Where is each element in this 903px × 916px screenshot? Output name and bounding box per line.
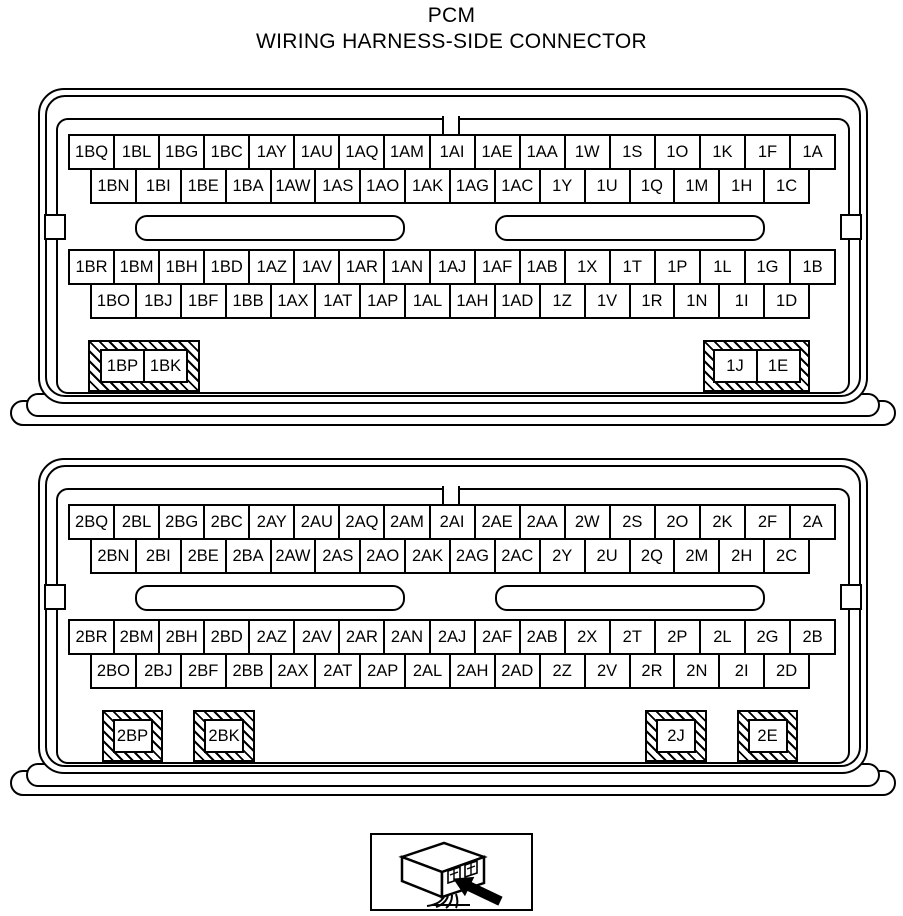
pin-cell-1c: 1C — [763, 168, 810, 204]
pin-cell-1t: 1T — [609, 249, 656, 285]
pin-cell-2aa: 2AA — [519, 504, 566, 540]
pin-cell-2bl: 2BL — [113, 504, 160, 540]
pin-cell-2ab: 2AB — [519, 619, 566, 655]
pin-cell-1aa: 1AA — [519, 134, 566, 170]
pin-cell-2z: 2Z — [539, 653, 586, 689]
pin-cell-1d: 1D — [763, 283, 810, 319]
keyed-pin-group — [102, 710, 163, 762]
pin-cell-2ax: 2AX — [270, 653, 317, 689]
legend-box — [370, 833, 533, 911]
pin-cell-1r: 1R — [629, 283, 676, 319]
connector-2-left-tab — [44, 584, 66, 610]
pin-cell-2ah: 2AH — [449, 653, 496, 689]
connector-1-right-tab — [840, 214, 862, 240]
pin-cell-1ah: 1AH — [449, 283, 496, 319]
pin-row — [68, 619, 836, 655]
pin-cell-2bj: 2BJ — [135, 653, 182, 689]
pin-cell-2at: 2AT — [314, 653, 361, 689]
pin-cell-1af: 1AF — [474, 249, 521, 285]
pin-cell-2j: 2J — [656, 719, 696, 753]
pin-cell-2q: 2Q — [629, 538, 676, 574]
pin-cell-1n: 1N — [673, 283, 720, 319]
pin-cell-2f: 2F — [744, 504, 791, 540]
pin-cell-1ai: 1AI — [429, 134, 476, 170]
pin-cell-2r: 2R — [629, 653, 676, 689]
pin-cell-1bl: 1BL — [113, 134, 160, 170]
pin-cell-2bh: 2BH — [158, 619, 205, 655]
pin-cell-2ap: 2AP — [359, 653, 406, 689]
pin-cell-1y: 1Y — [539, 168, 586, 204]
pin-cell-1h: 1H — [718, 168, 765, 204]
pin-cell-1bo: 1BO — [90, 283, 137, 319]
pin-cell-2aj: 2AJ — [429, 619, 476, 655]
pin-cell-2am: 2AM — [383, 504, 430, 540]
pin-cell-1au: 1AU — [293, 134, 340, 170]
pin-cell-2ai: 2AI — [429, 504, 476, 540]
pin-cell-1aw: 1AW — [270, 168, 317, 204]
pin-cell-1am: 1AM — [383, 134, 430, 170]
pin-cell-1ac: 1AC — [494, 168, 541, 204]
pin-cell-2i: 2I — [718, 653, 765, 689]
pin-cell-1aq: 1AQ — [338, 134, 385, 170]
pin-cell-1bi: 1BI — [135, 168, 182, 204]
pin-cell-1bh: 1BH — [158, 249, 205, 285]
pin-cell-2ao: 2AO — [359, 538, 406, 574]
pin-cell-2m: 2M — [673, 538, 720, 574]
pin-cell-2w: 2W — [564, 504, 611, 540]
keyed-pin-group — [703, 340, 810, 392]
pin-cell-1ar: 1AR — [338, 249, 385, 285]
pin-cell-2n: 2N — [673, 653, 720, 689]
pin-cell-2bk: 2BK — [204, 719, 244, 753]
pin-cell-2bi: 2BI — [135, 538, 182, 574]
connector-1-keyway-slot-right — [495, 215, 765, 241]
pin-cell-1u: 1U — [584, 168, 631, 204]
pin-cell-1ab: 1AB — [519, 249, 566, 285]
pin-cell-1v: 1V — [584, 283, 631, 319]
pin-row — [68, 249, 836, 285]
pin-cell-1ad: 1AD — [494, 283, 541, 319]
pin-cell-2h: 2H — [718, 538, 765, 574]
pin-cell-1b: 1B — [789, 249, 836, 285]
pin-cell-1o: 1O — [654, 134, 701, 170]
pin-cell-2c: 2C — [763, 538, 810, 574]
pin-row — [90, 283, 810, 319]
pin-cell-2s: 2S — [609, 504, 656, 540]
pin-cell-1m: 1M — [673, 168, 720, 204]
pin-cell-2au: 2AU — [293, 504, 340, 540]
pin-cell-2bm: 2BM — [113, 619, 160, 655]
connector-2-keyway-slot-right — [495, 585, 765, 611]
pin-cell-2bn: 2BN — [90, 538, 137, 574]
pin-cell-2v: 2V — [584, 653, 631, 689]
pin-cell-1ak: 1AK — [404, 168, 451, 204]
pin-cell-1z: 1Z — [539, 283, 586, 319]
pin-cell-2bf: 2BF — [180, 653, 227, 689]
pin-cell-1ay: 1AY — [248, 134, 295, 170]
pin-cell-2bb: 2BB — [225, 653, 272, 689]
pin-cell-2bd: 2BD — [203, 619, 250, 655]
pin-cell-2x: 2X — [564, 619, 611, 655]
pin-cell-1av: 1AV — [293, 249, 340, 285]
pin-cell-2ar: 2AR — [338, 619, 385, 655]
pin-cell-2y: 2Y — [539, 538, 586, 574]
pin-cell-2af: 2AF — [474, 619, 521, 655]
pin-row — [90, 653, 810, 689]
pin-cell-2br: 2BR — [68, 619, 115, 655]
connector-2-right-tab — [840, 584, 862, 610]
pin-cell-1bb: 1BB — [225, 283, 272, 319]
pin-cell-1bd: 1BD — [203, 249, 250, 285]
pin-cell-1bq: 1BQ — [68, 134, 115, 170]
pin-cell-1q: 1Q — [629, 168, 676, 204]
pin-cell-1az: 1AZ — [248, 249, 295, 285]
pin-row — [68, 504, 836, 540]
pin-cell-1bg: 1BG — [158, 134, 205, 170]
pin-cell-1ap: 1AP — [359, 283, 406, 319]
pin-cell-2bc: 2BC — [203, 504, 250, 540]
keyed-pin-group — [88, 340, 200, 392]
pin-cell-2av: 2AV — [293, 619, 340, 655]
pin-cell-2l: 2L — [699, 619, 746, 655]
pin-cell-1e: 1E — [756, 349, 801, 383]
keyed-pin-group — [645, 710, 707, 762]
pin-cell-2aw: 2AW — [270, 538, 317, 574]
title-line-1: PCM — [427, 4, 476, 27]
pin-cell-1bp: 1BP — [100, 349, 145, 383]
pin-cell-2ba: 2BA — [225, 538, 272, 574]
pin-row — [68, 134, 836, 170]
pin-cell-1bn: 1BN — [90, 168, 137, 204]
pin-cell-2p: 2P — [654, 619, 701, 655]
pin-cell-1aj: 1AJ — [429, 249, 476, 285]
connector-2-diagram — [38, 458, 868, 798]
pin-cell-2bp: 2BP — [113, 719, 153, 753]
pin-cell-1bm: 1BM — [113, 249, 160, 285]
pin-cell-1al: 1AL — [404, 283, 451, 319]
pin-cell-2ak: 2AK — [404, 538, 451, 574]
pin-cell-2t: 2T — [609, 619, 656, 655]
pin-cell-2an: 2AN — [383, 619, 430, 655]
pin-cell-1x: 1X — [564, 249, 611, 285]
pin-cell-1p: 1P — [654, 249, 701, 285]
pin-cell-2e: 2E — [748, 719, 788, 753]
connector-2-keyway-slot-left — [135, 585, 405, 611]
connector-plug-with-arrow-icon — [372, 835, 531, 909]
pin-cell-1as: 1AS — [314, 168, 361, 204]
pin-cell-2ad: 2AD — [494, 653, 541, 689]
pin-cell-1at: 1AT — [314, 283, 361, 319]
pin-cell-1s: 1S — [609, 134, 656, 170]
pin-cell-1ax: 1AX — [270, 283, 317, 319]
pin-row — [90, 168, 810, 204]
connector-1-keyway-slot-left — [135, 215, 405, 241]
pin-cell-2ac: 2AC — [494, 538, 541, 574]
pin-cell-1ae: 1AE — [474, 134, 521, 170]
pin-cell-1bc: 1BC — [203, 134, 250, 170]
pin-cell-2b: 2B — [789, 619, 836, 655]
pin-cell-1ba: 1BA — [225, 168, 272, 204]
pin-cell-2d: 2D — [763, 653, 810, 689]
pin-cell-1ag: 1AG — [449, 168, 496, 204]
pin-cell-2bg: 2BG — [158, 504, 205, 540]
pin-cell-1l: 1L — [699, 249, 746, 285]
pin-cell-2bo: 2BO — [90, 653, 137, 689]
pin-cell-2al: 2AL — [404, 653, 451, 689]
pin-cell-1g: 1G — [744, 249, 791, 285]
pin-cell-2o: 2O — [654, 504, 701, 540]
page-title — [0, 3, 903, 55]
pin-cell-2aq: 2AQ — [338, 504, 385, 540]
pin-cell-1bj: 1BJ — [135, 283, 182, 319]
pin-cell-1be: 1BE — [180, 168, 227, 204]
pin-cell-1a: 1A — [789, 134, 836, 170]
pin-cell-2az: 2AZ — [248, 619, 295, 655]
pin-cell-1w: 1W — [564, 134, 611, 170]
pin-cell-2k: 2K — [699, 504, 746, 540]
pin-cell-2u: 2U — [584, 538, 631, 574]
pin-cell-2g: 2G — [744, 619, 791, 655]
pin-cell-1bf: 1BF — [180, 283, 227, 319]
pin-cell-2bq: 2BQ — [68, 504, 115, 540]
keyed-pin-group — [737, 710, 798, 762]
pin-row — [90, 538, 810, 574]
pin-cell-2be: 2BE — [180, 538, 227, 574]
pin-cell-1f: 1F — [744, 134, 791, 170]
pin-cell-1i: 1I — [718, 283, 765, 319]
pin-cell-1bk: 1BK — [143, 349, 188, 383]
connector-1-diagram — [38, 88, 868, 428]
pin-cell-1ao: 1AO — [359, 168, 406, 204]
pin-cell-1an: 1AN — [383, 249, 430, 285]
pin-cell-1br: 1BR — [68, 249, 115, 285]
pin-cell-2as: 2AS — [314, 538, 361, 574]
connector-1-left-tab — [44, 214, 66, 240]
pin-cell-1j: 1J — [713, 349, 758, 383]
pin-cell-1k: 1K — [699, 134, 746, 170]
pin-cell-2a: 2A — [789, 504, 836, 540]
pin-cell-2ay: 2AY — [248, 504, 295, 540]
pin-cell-2ae: 2AE — [474, 504, 521, 540]
title-line-2: WIRING HARNESS-SIDE CONNECTOR — [255, 30, 647, 53]
keyed-pin-group — [193, 710, 255, 762]
pin-cell-2ag: 2AG — [449, 538, 496, 574]
